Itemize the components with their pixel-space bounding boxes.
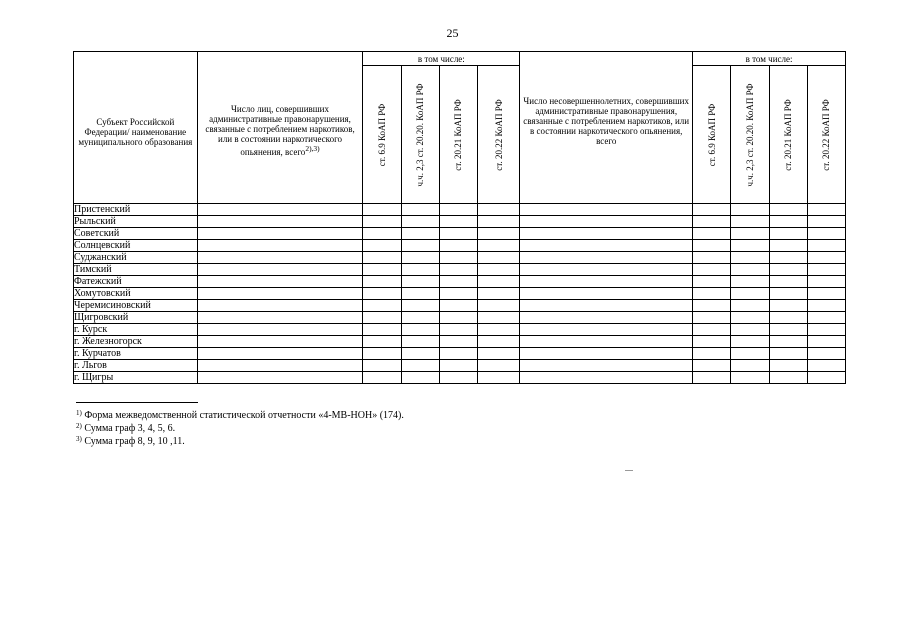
table-cell	[520, 360, 693, 372]
footnote-text: Сумма граф 3, 4, 5, 6.	[84, 423, 176, 434]
table-cell	[197, 276, 363, 288]
table-row	[74, 372, 846, 384]
table-cell	[363, 240, 401, 252]
footnote-mark: 3)	[76, 435, 82, 443]
table-cell	[520, 276, 693, 288]
table-cell	[807, 360, 845, 372]
footnote-mark: 2)	[76, 422, 82, 430]
table-cell	[769, 240, 807, 252]
table-cell	[401, 300, 439, 312]
table-cell	[363, 288, 401, 300]
table-cell	[401, 288, 439, 300]
row-name: г. Курск	[74, 324, 198, 336]
page-number: 25	[446, 26, 459, 40]
header-col-20-21: ст. 20.21 КоАП РФ	[439, 66, 477, 204]
table-cell	[439, 276, 477, 288]
table-cell	[693, 252, 731, 264]
table-cell	[197, 204, 363, 216]
table-cell	[401, 216, 439, 228]
table-cell	[769, 360, 807, 372]
table-cell	[478, 276, 520, 288]
table-cell	[197, 240, 363, 252]
header-persons-total: Число лиц, совершивших административные правонарушения, связанные с потреблением наркотиков, или в состоянии наркотического опьянения, всего$^{2),3)}$	[197, 52, 363, 204]
table-cell	[478, 372, 520, 384]
row-name: Щигровский	[74, 312, 198, 324]
table-cell	[197, 300, 363, 312]
table-cell	[439, 216, 477, 228]
table-cell	[769, 324, 807, 336]
table-cell	[693, 216, 731, 228]
table-cell	[363, 312, 401, 324]
table-cell	[731, 264, 769, 276]
table-cell	[520, 228, 693, 240]
table-row	[74, 312, 846, 324]
table-row	[74, 300, 846, 312]
table-row	[74, 348, 846, 360]
table-row	[74, 216, 846, 228]
table-cell	[520, 312, 693, 324]
table-cell	[439, 360, 477, 372]
table-cell	[478, 204, 520, 216]
table-cell	[401, 372, 439, 384]
table-cell	[693, 240, 731, 252]
table-cell	[401, 252, 439, 264]
table-cell	[693, 264, 731, 276]
table-cell	[197, 372, 363, 384]
table-cell	[807, 252, 845, 264]
footnote-item	[76, 409, 404, 422]
table-cell	[478, 324, 520, 336]
table-cell	[401, 228, 439, 240]
table-row	[74, 276, 846, 288]
table-cell	[439, 228, 477, 240]
table-cell	[731, 288, 769, 300]
table-cell	[197, 264, 363, 276]
table-cell	[807, 204, 845, 216]
table-cell	[401, 324, 439, 336]
table-cell	[693, 204, 731, 216]
table-cell	[401, 204, 439, 216]
footnote-divider	[76, 402, 198, 403]
table-cell	[520, 348, 693, 360]
table-row	[74, 204, 846, 216]
table-cell	[478, 252, 520, 264]
table-cell	[731, 204, 769, 216]
table-cell	[478, 216, 520, 228]
table-cell	[363, 336, 401, 348]
table-cell	[439, 204, 477, 216]
table-cell	[769, 204, 807, 216]
table-cell	[401, 336, 439, 348]
row-name: г. Курчатов	[74, 348, 198, 360]
header-col-20-22: ст. 20.22 КоАП РФ	[478, 66, 520, 204]
table-cell	[731, 372, 769, 384]
table-row	[74, 336, 846, 348]
table-body	[74, 204, 846, 384]
table-row	[74, 240, 846, 252]
table-cell	[363, 276, 401, 288]
table-cell	[693, 288, 731, 300]
table-cell	[401, 360, 439, 372]
table-cell	[769, 252, 807, 264]
table-cell	[363, 300, 401, 312]
statistics-table	[73, 51, 846, 384]
table-cell	[769, 288, 807, 300]
table-cell	[197, 312, 363, 324]
table-cell	[807, 348, 845, 360]
table-cell	[401, 240, 439, 252]
table-cell	[731, 324, 769, 336]
table-row	[74, 252, 846, 264]
table-cell	[520, 240, 693, 252]
table-cell	[363, 228, 401, 240]
header-including-right: в том числе:	[693, 52, 846, 66]
table-cell	[769, 372, 807, 384]
table-cell	[197, 252, 363, 264]
table-cell	[769, 276, 807, 288]
table-cell	[693, 276, 731, 288]
table-cell	[807, 288, 845, 300]
table-row	[74, 324, 846, 336]
scan-artifact	[625, 470, 633, 471]
table-cell	[520, 204, 693, 216]
table-cell	[807, 300, 845, 312]
table-cell	[769, 348, 807, 360]
row-name: г. Щигры	[74, 372, 198, 384]
table-cell	[769, 300, 807, 312]
table-cell	[439, 300, 477, 312]
table-cell	[731, 216, 769, 228]
table-cell	[693, 324, 731, 336]
row-name: Рыльский	[74, 216, 198, 228]
table-cell	[731, 300, 769, 312]
table-cell	[807, 240, 845, 252]
table-cell	[769, 336, 807, 348]
row-name: Черемисиновский	[74, 300, 198, 312]
table-cell	[401, 348, 439, 360]
table-cell	[197, 336, 363, 348]
table-cell	[478, 288, 520, 300]
table-cell	[197, 228, 363, 240]
table-cell	[478, 336, 520, 348]
table-cell	[363, 204, 401, 216]
table-cell	[807, 312, 845, 324]
table-cell	[693, 228, 731, 240]
table-cell	[731, 228, 769, 240]
footnote-mark: 1)	[76, 409, 82, 417]
table-cell	[520, 372, 693, 384]
table-cell	[520, 300, 693, 312]
header-col-6-9: ст. 6.9 КоАП РФ	[363, 66, 401, 204]
table-cell	[478, 348, 520, 360]
header-including-left: в том числе:	[363, 52, 520, 66]
table-cell	[439, 324, 477, 336]
table-cell	[520, 288, 693, 300]
table-cell	[693, 348, 731, 360]
row-name: Суджанский	[74, 252, 198, 264]
header-col-20-20: ч.ч. 2,3 ст. 20.20. КоАП РФ	[401, 66, 439, 204]
table-cell	[520, 264, 693, 276]
table-cell	[439, 348, 477, 360]
table-cell	[478, 264, 520, 276]
table-cell	[520, 336, 693, 348]
table-cell	[807, 216, 845, 228]
table-cell	[401, 312, 439, 324]
table-cell	[520, 252, 693, 264]
table-cell	[197, 360, 363, 372]
table-cell	[439, 252, 477, 264]
table-cell	[439, 288, 477, 300]
table-cell	[439, 336, 477, 348]
table-cell	[197, 288, 363, 300]
table-cell	[693, 312, 731, 324]
table-cell	[478, 360, 520, 372]
row-name: г. Льгов	[74, 360, 198, 372]
table-cell	[807, 264, 845, 276]
table-cell	[197, 324, 363, 336]
table-row	[74, 360, 846, 372]
table-row	[74, 228, 846, 240]
table-cell	[693, 336, 731, 348]
table-cell	[363, 252, 401, 264]
table-cell	[520, 324, 693, 336]
table-cell	[731, 276, 769, 288]
footnote-text: Сумма граф 8, 9, 10 ,11.	[84, 436, 185, 447]
table-cell	[769, 216, 807, 228]
header-minors-col-20-22: ст. 20.22 КоАП РФ	[807, 66, 845, 204]
table-cell	[197, 216, 363, 228]
table-cell	[478, 300, 520, 312]
table-cell	[807, 276, 845, 288]
table-cell	[731, 348, 769, 360]
table-cell	[769, 228, 807, 240]
row-name: Солнцевский	[74, 240, 198, 252]
header-minors-col-6-9: ст. 6.9 КоАП РФ	[693, 66, 731, 204]
footnotes	[76, 409, 404, 448]
table-cell	[197, 348, 363, 360]
table-cell	[478, 312, 520, 324]
table-cell	[439, 264, 477, 276]
table-cell	[439, 240, 477, 252]
table-cell	[439, 372, 477, 384]
table-cell	[693, 360, 731, 372]
header-subject: Субъект Российской Федерации/ наименование муниципального образования	[74, 52, 198, 204]
table-cell	[478, 240, 520, 252]
table-row	[74, 288, 846, 300]
table-cell	[731, 312, 769, 324]
row-name: Хомутовский	[74, 288, 198, 300]
table-cell	[693, 372, 731, 384]
footnote-item	[76, 435, 404, 448]
header-persons-total-sup: 2),3)	[305, 143, 320, 153]
table-cell	[807, 324, 845, 336]
row-name: г. Железногорск	[74, 336, 198, 348]
table-cell	[478, 228, 520, 240]
table-cell	[363, 360, 401, 372]
footnote-text: Форма межведомственной статистической отчетности «4-МВ-НОН» (174).	[84, 410, 404, 421]
table-row	[74, 264, 846, 276]
table-cell	[363, 264, 401, 276]
header-minors-col-20-20: ч.ч. 2,3 ст. 20.20. КоАП РФ	[731, 66, 769, 204]
table-cell	[363, 216, 401, 228]
table-cell	[807, 372, 845, 384]
table-cell	[807, 228, 845, 240]
table-cell	[363, 324, 401, 336]
table-cell	[731, 252, 769, 264]
header-minors-total: Число несовершеннолетних, совершивших административные правонарушения, связанные с потреблением наркотиков, или в состоянии наркотического опьянения, всего	[520, 52, 693, 204]
table-cell	[363, 372, 401, 384]
table-cell	[401, 264, 439, 276]
row-name: Тимский	[74, 264, 198, 276]
header-minors-col-20-21: ст. 20.21 КоАП РФ	[769, 66, 807, 204]
table-cell	[363, 348, 401, 360]
footnote-item	[76, 422, 404, 435]
table-cell	[807, 336, 845, 348]
table-cell	[439, 312, 477, 324]
table-cell	[731, 336, 769, 348]
row-name: Пристенский	[74, 204, 198, 216]
table-cell	[731, 360, 769, 372]
table-cell	[401, 276, 439, 288]
row-name: Фатежский	[74, 276, 198, 288]
table-cell	[693, 300, 731, 312]
row-name: Советский	[74, 228, 198, 240]
table-cell	[520, 216, 693, 228]
table-cell	[731, 240, 769, 252]
table-cell	[769, 264, 807, 276]
table-cell	[769, 312, 807, 324]
